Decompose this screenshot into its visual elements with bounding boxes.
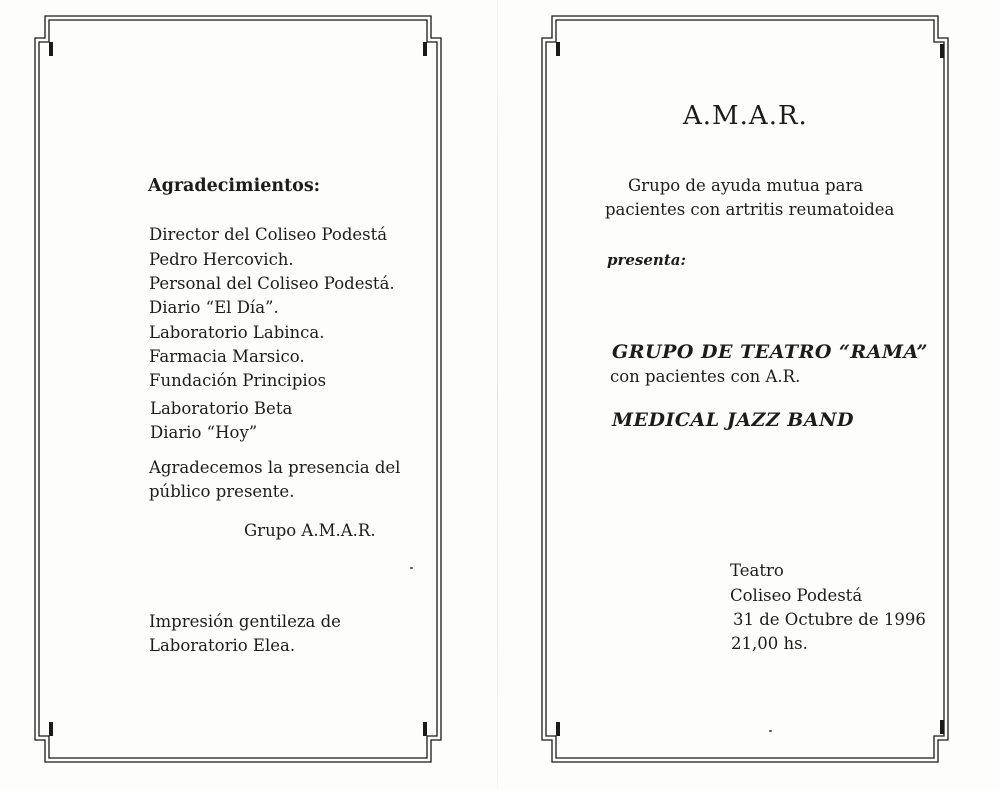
printing-credit-line: Laboratorio Elea. [149,636,296,655]
description-line: Grupo de ayuda mutua para [628,176,864,195]
thanks-item: Pedro Hercovich. [149,250,294,269]
thanks-heading: Agradecimientos: [148,176,321,196]
thanks-item: Diario “El Día”. [149,298,279,317]
thanks-item: Diario “Hoy” [150,423,258,442]
description-line: pacientes con artritis reumatoidea [605,200,895,219]
audience-note-line: Agradecemos la presencia del [149,458,401,477]
paper-speck [769,730,772,732]
left-panel [33,14,443,764]
thanks-item: Laboratorio Labinca. [149,323,325,342]
venue-line: Coliseo Podestá [730,586,863,605]
thanks-item: Farmacia Marsico. [149,347,305,366]
act-1-detail: con pacientes con A.R. [610,367,801,386]
page-fold [497,0,498,790]
presents-label: presenta: [607,251,687,269]
act-2-name: MEDICAL JAZZ BAND [612,409,854,431]
signature: Grupo A.M.A.R. [244,521,376,540]
time-line: 21,00 hs. [731,634,808,653]
thanks-item: Personal del Coliseo Podestá. [149,274,395,293]
paper-speck [410,567,413,569]
date-line: 31 de Octubre de 1996 [733,610,926,629]
thanks-item: Laboratorio Beta [150,399,293,418]
thanks-item: Director del Coliseo Podestá [149,225,388,244]
venue-line: Teatro [730,561,784,580]
right-panel [540,14,950,764]
printing-credit-line: Impresión gentileza de [149,612,341,631]
audience-note-line: público presente. [149,482,295,501]
title: A.M.A.R. [683,101,808,131]
act-1-name: GRUPO DE TEATRO “RAMA” [612,341,928,363]
thanks-item: Fundación Principios [149,371,327,390]
